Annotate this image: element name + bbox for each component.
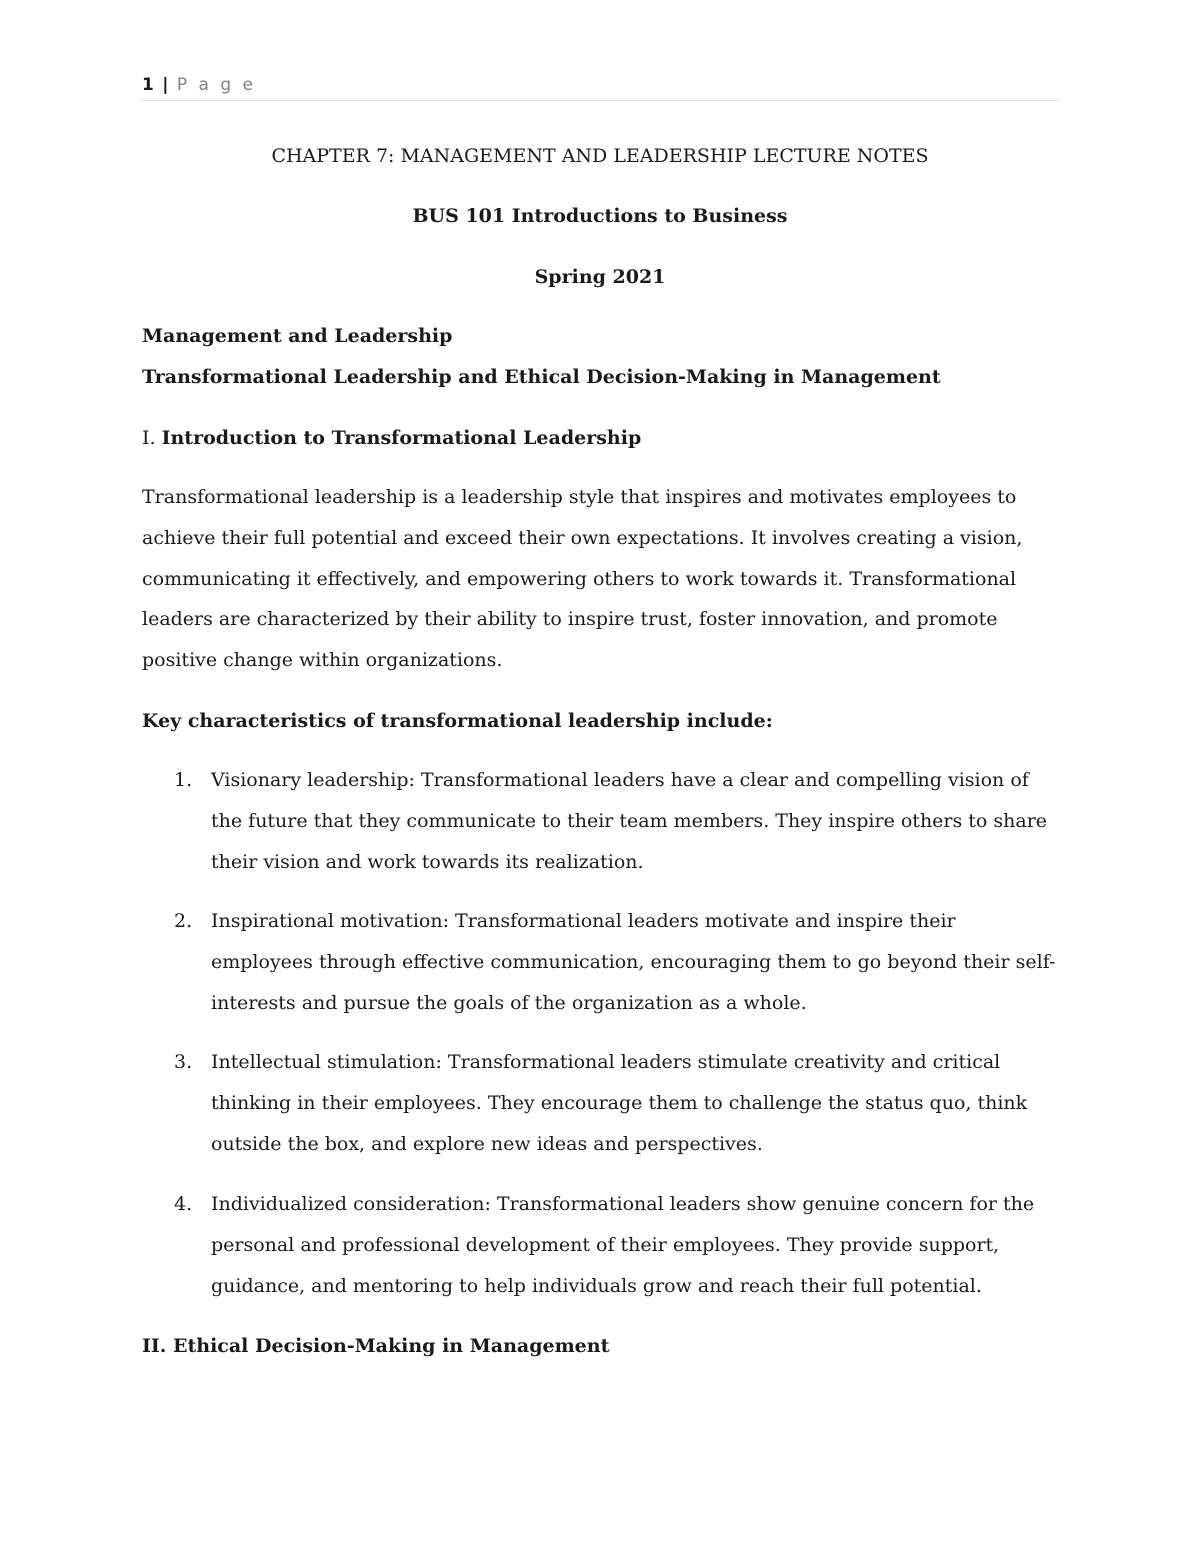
sub-heading: Transformational Leadership and Ethical Decision-Making in Management [142, 366, 941, 388]
section1-numeral: I. [142, 427, 156, 449]
list-item-text: Individualized consideration: Transformational leaders show genuine concern for the personal and professional development of their employees. They provide support, guidance, and mentoring to help individuals grow and reach their full potential. [211, 1193, 1035, 1297]
key-characteristics-heading: Key characteristics of transformational leadership include: [142, 710, 773, 732]
list-marker: 2. [174, 910, 193, 932]
list-item-text: Intellectual stimulation: Transformational leaders stimulate creativity and critical thinking in their employees. They encourage them to challenge the status quo, think outside the box, and explore new ideas and perspectives. [211, 1051, 1028, 1155]
page-header [142, 72, 1058, 101]
main-heading: Management and Leadership [142, 325, 453, 347]
page-label: P a g e [176, 75, 257, 95]
page-number: 1 [142, 75, 154, 95]
header-separator: | [162, 75, 169, 95]
list-marker: 3. [174, 1051, 193, 1073]
list-marker: 4. [174, 1193, 193, 1215]
course-title: BUS 101 Introductions to Business [412, 205, 788, 227]
section1-paragraph: Transformational leadership is a leadership style that inspires and motivates employees to achieve their full potential and exceed their own expectations. It involves creating a vision, communicating it effectively, and empowering others to work towards it. Transformational leaders are characterized by their ability to inspire trust, foster innovation, and promote positive change within organizations. [142, 486, 1023, 672]
list-item-text: Inspirational motivation: Transformational leaders motivate and inspire their employees through effective communication, encouraging them to go beyond their self-interests and pursue the goals of the organization as a whole. [211, 910, 1056, 1014]
list-marker: 1. [174, 769, 193, 791]
term-label: Spring 2021 [534, 266, 666, 288]
list-item-text: Visionary leadership: Transformational leaders have a clear and compelling vision of the future that they communicate to their team members. They inspire others to share their vision and work towards its realization. [211, 769, 1048, 873]
section2-heading: II. Ethical Decision-Making in Management [142, 1335, 610, 1357]
section1-heading [142, 425, 1058, 451]
chapter-title: CHAPTER 7: MANAGEMENT AND LEADERSHIP LECTURE NOTES [271, 145, 929, 167]
section1-title: Introduction to Transformational Leadership [161, 427, 642, 449]
